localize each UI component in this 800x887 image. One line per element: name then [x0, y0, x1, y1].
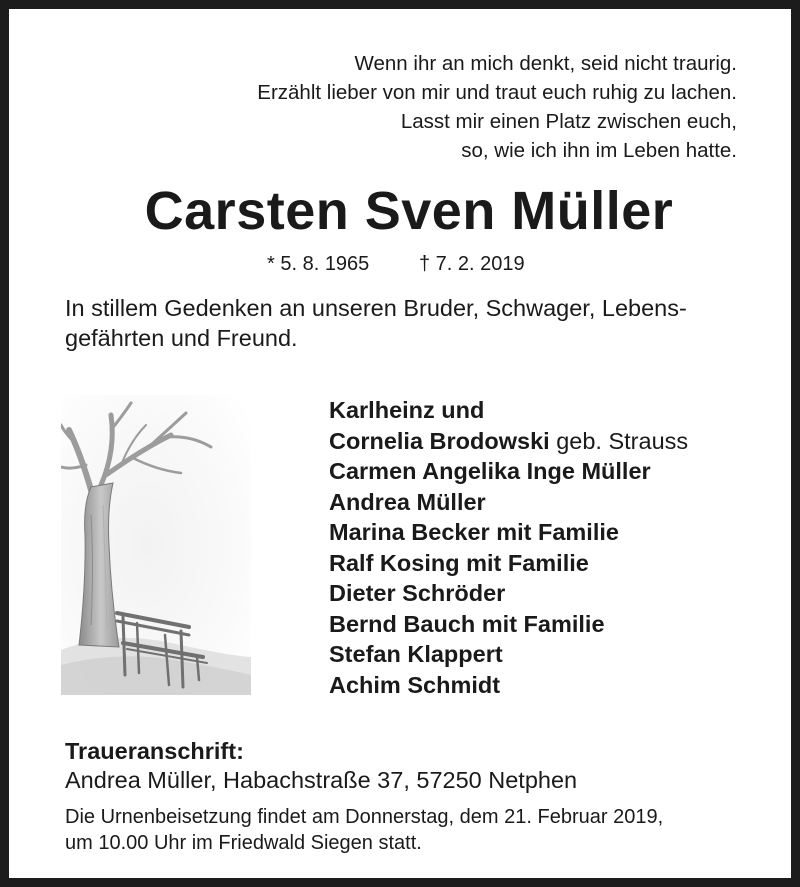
- intro-text: [65, 293, 765, 353]
- mourner-name: Karlheinz und: [329, 397, 485, 423]
- deceased-name: Carsten Sven Müller: [144, 181, 674, 241]
- mourner-entry: [329, 517, 688, 548]
- burial-info-line: Die Urnenbeisetzung findet am Donnerstag, dem 21. Februar 2019,: [65, 806, 664, 828]
- intro-line: gefährten und Freund.: [65, 325, 298, 351]
- burial-info: [65, 804, 663, 856]
- poem-line: Wenn ihr an mich denkt, seid nicht traurig.: [354, 52, 737, 75]
- poem-line: Erzählt lieber von mir und traut euch ruhig zu lachen.: [257, 81, 737, 104]
- mourner-entry: [329, 426, 688, 457]
- mourner-entry: [329, 670, 688, 701]
- death-date: † 7. 2. 2019: [419, 253, 525, 275]
- mourner-name: Ralf Kosing mit Familie: [329, 549, 589, 576]
- mourners-list: [329, 395, 688, 700]
- poem: [257, 49, 737, 165]
- mourner-name: Marina Becker mit Familie: [329, 519, 619, 545]
- mourner-name: Achim Schmidt: [329, 671, 501, 698]
- mourner-entry: [329, 548, 688, 579]
- poem-line: Lasst mir einen Platz zwischen euch,: [400, 110, 737, 133]
- mourner-entry: [329, 456, 688, 487]
- birth-date: * 5. 8. 1965: [267, 253, 370, 275]
- mourner-name: Stefan Klappert: [329, 641, 503, 667]
- mourner-entry: [329, 609, 688, 640]
- mourner-entry: [329, 395, 688, 426]
- mourner-name: Cornelia Brodowski: [329, 427, 550, 454]
- address-heading: Traueranschrift:: [65, 738, 244, 764]
- mourner-note: geb. Strauss: [549, 427, 689, 454]
- mourner-name: Andrea Müller: [329, 488, 486, 515]
- address-line: Andrea Müller, Habachstraße 37, 57250 Netphen: [65, 767, 578, 793]
- intro-line: In stillem Gedenken an unseren Bruder, Schwager, Lebens-: [65, 295, 687, 321]
- poem-line: so, wie ich ihn im Leben hatte.: [461, 139, 737, 162]
- mourner-entry: [329, 639, 688, 670]
- mourner-name: Dieter Schröder: [329, 580, 506, 606]
- mourner-entry: [329, 487, 688, 518]
- mourner-name: Bernd Bauch mit Familie: [329, 610, 605, 637]
- mourner-name: Carmen Angelika Inge Müller: [329, 458, 651, 484]
- tree-and-bench-illustration: [61, 395, 251, 695]
- burial-info-line: um 10.00 Uhr im Friedwald Siegen statt.: [65, 832, 422, 854]
- mourner-entry: [329, 578, 688, 609]
